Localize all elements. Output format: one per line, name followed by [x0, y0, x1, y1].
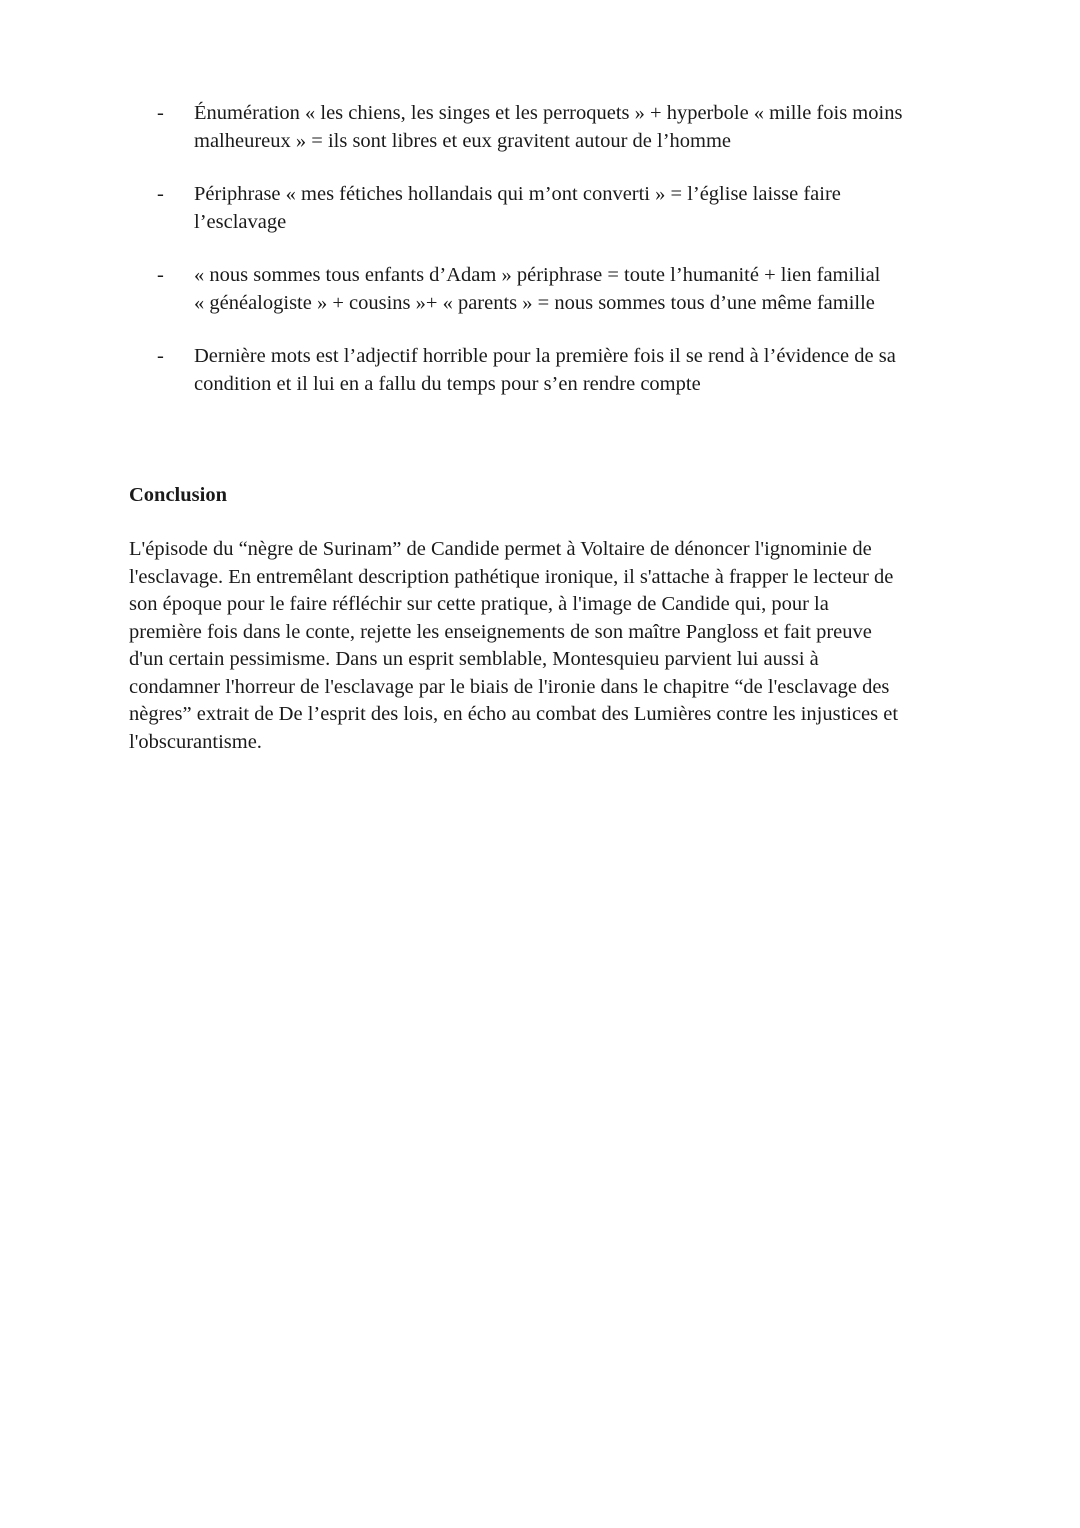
- bullet-dash: -: [157, 264, 164, 286]
- bullet-dash: -: [157, 102, 164, 124]
- bullet-line: l’esclavage: [194, 210, 287, 233]
- conclusion-line: L'épisode du “nègre de Surinam” de Candide permet à Voltaire de dénoncer l'ignominie de: [129, 538, 872, 560]
- conclusion-line: son époque pour le faire réfléchir sur cette pratique, à l'image de Candide qui, pour la: [129, 593, 829, 615]
- bullet-dash: -: [157, 183, 164, 205]
- bullet-item-enumeration: [0, 100, 954, 155]
- bullet-item-periphrase-fetiches: [0, 181, 954, 236]
- bullet-line: Énumération « les chiens, les singes et les perroquets » + hyperbole « mille fois moins: [194, 102, 903, 124]
- conclusion-line: nègres” extrait de De l’esprit des lois, en écho au combat des Lumières contre les injustices et: [129, 703, 899, 725]
- conclusion-heading: Conclusion: [129, 484, 227, 506]
- conclusion-line: condamner l'horreur de l'esclavage par le biais de l'ironie dans le chapitre “de l'esclavage des: [129, 675, 890, 698]
- conclusion-line: l'obscurantisme.: [129, 730, 262, 753]
- conclusion-paragraph: [129, 536, 959, 756]
- bullet-line: malheureux » = ils sont libres et eux gravitent autour de l’homme: [194, 129, 732, 152]
- bullet-line: « nous sommes tous enfants d’Adam » périphrase = toute l’humanité + lien familial: [194, 264, 881, 286]
- conclusion-line: d'un certain pessimisme. Dans un esprit semblable, Montesquieu parvient lui aussi à: [129, 648, 819, 670]
- bullet-line: condition et il lui en a fallu du temps pour s’en rendre compte: [194, 372, 701, 395]
- bullet-item-enfants-adam: [0, 262, 954, 317]
- bullet-list: [0, 100, 1080, 424]
- bullet-dash: -: [157, 345, 164, 367]
- bullet-item-derniere-mots: [0, 343, 954, 398]
- conclusion-line: première fois dans le conte, rejette les enseignements de son maître Pangloss et fait preuve: [129, 620, 872, 643]
- bullet-line: « généalogiste » + cousins »+ « parents » = nous sommes tous d’une même famille: [194, 291, 875, 314]
- bullet-line: Dernière mots est l’adjectif horrible pour la première fois il se rend à l’évidence de sa: [194, 345, 896, 367]
- conclusion-line: l'esclavage. En entremêlant description pathétique ironique, il s'attache à frapper le lecteur de: [129, 565, 894, 588]
- bullet-line: Périphrase « mes fétiches hollandais qui m’ont converti » = l’église laisse faire: [194, 183, 841, 205]
